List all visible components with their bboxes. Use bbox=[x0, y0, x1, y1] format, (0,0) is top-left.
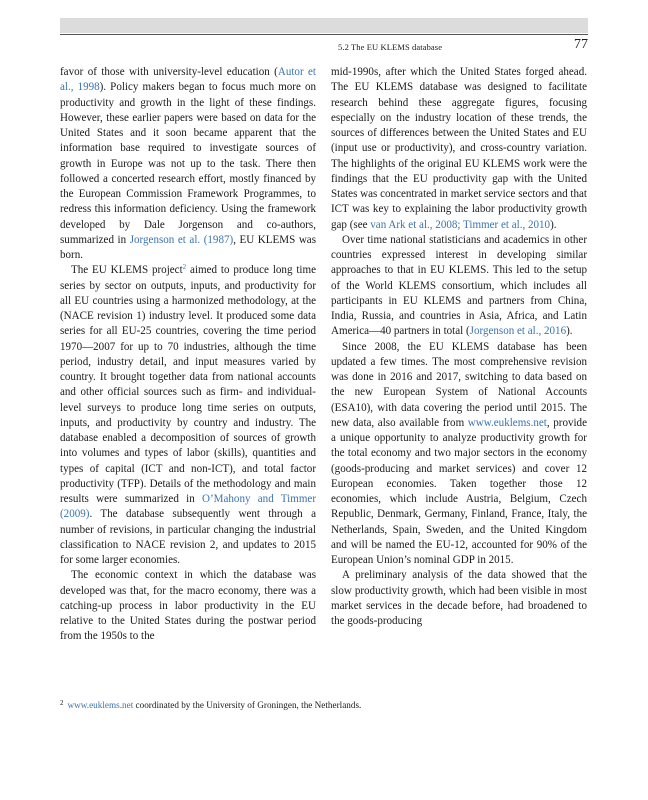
left-column bbox=[60, 65, 316, 645]
paragraph bbox=[331, 233, 587, 340]
footnote-number: 2 bbox=[60, 699, 64, 707]
text: The EU KLEMS project bbox=[71, 264, 183, 277]
section-title: 5.2 The EU KLEMS database bbox=[338, 42, 443, 52]
paragraph bbox=[331, 65, 587, 233]
footnote-text: coordinated by the University of Groningen, the Netherlands. bbox=[133, 700, 362, 710]
text: aimed to produce long time series by sector on outputs, inputs, and productivity for all EU countries using a harmonized methodology, at the (NACE revision 1) industry level. It produced some data series for all EU-25 countries, covering the time period 1970—2007 for up to 70 industries, although the time period, industry detail, and input measures varied by country. It brought together data from national accounts and other official sources such as firm- and individual-level surveys to produce long time series on outputs, inputs, and productivity by country and industry. The database enabled a decomposition of sources of growth into volumes and types of labor (skills), quantities and types of capital (ICT and non-ICT), and total factor productivity (TFP). Details of the methodology and main results were summarized in bbox=[60, 264, 316, 505]
text: mid-1990s, after which the United States forged ahead. The EU KLEMS database was designed to facilitate research behind these aggregate figures, focusing especially on the industry location of these trends, the sources of differences between the United States and EU (input use or productivity), and cross-country variation. The highlights of the original EU KLEMS work were the findings that the EU productivity gap with the United States was concentrated in market service sectors and that ICT was key to explaining the labor productivity growth gap (see bbox=[331, 66, 587, 231]
citation-link[interactable]: van Ark et al., 2008; Timmer et al., 2010 bbox=[370, 218, 551, 231]
url-link[interactable]: www.euklems.net bbox=[67, 700, 134, 710]
text: Over time national statisticians and academics in other countries expressed interest in developing similar approaches to that in EU KLEMS. This led to the setup of the World KLEMS consortium, which includes all participants in EU KLEMS and partners from China, India, Russia, and countries in Asia, Africa, and Latin America—40 partners in total ( bbox=[331, 233, 587, 338]
text: ). Policy makers began to focus much more on productivity and growth in the light of these findings. However, these earlier papers were based on data for the United States and it soon became apparent that the information base required to investigate sources of growth in Europe was not up to the task. There then followed a concerted research effort, mostly financed by the European Commission Framework Programmes, to redress this information deficiency. Using the framework developed by Dale Jorgenson and co-authors, summarized in bbox=[60, 81, 316, 246]
paragraph bbox=[60, 568, 316, 644]
running-header bbox=[60, 34, 588, 55]
footnote-marker[interactable]: 2 bbox=[182, 263, 187, 272]
text: , provide a unique opportunity to analyze productivity growth for the total economy and two major sectors in the economy (goods-producing and market services) and cover 12 European economies. Taken together those 12 economies, which include Austria, Belgium, Czech Republic, Denmark, Germany, Finland, France, Italy, the Netherlands, Spain, Sweden, and the United Kingdom and will be named the EU-12, accounted for 90% of the European Union’s nominal GDP in 2015. bbox=[331, 416, 587, 566]
page-number: 77 bbox=[574, 37, 588, 52]
text: The economic context in which the database was developed was that, for the macro economy, there was a catching-up process in labor productivity in the EU relative to the United States during the postwar period from the 1950s to the bbox=[60, 569, 316, 643]
text: A preliminary analysis of the data showed that the slow productivity growth, which had been visible in most market services in the decade before, had broadened to the goods-producing bbox=[331, 569, 587, 627]
footnote bbox=[60, 699, 588, 711]
citation-link[interactable]: Autor et al., 1998 bbox=[60, 66, 316, 94]
citation-link[interactable]: O’Mahony and Timmer (2009) bbox=[60, 493, 316, 521]
text: ). bbox=[566, 325, 573, 338]
text: ). bbox=[550, 218, 557, 231]
right-column bbox=[331, 65, 587, 629]
citation-link[interactable]: Jorgenson et al., 2016 bbox=[469, 325, 567, 338]
top-header-band bbox=[60, 18, 588, 33]
paragraph bbox=[331, 568, 587, 629]
paragraph bbox=[331, 340, 587, 569]
text: Since 2008, the EU KLEMS database has been updated a few times. The most comprehensive revision was done in 2016 and 2017, switching to data based on the new European System of National Accounts (ESA10), with data covering the period until 2015. The new data, also available from bbox=[331, 340, 587, 429]
text: . The database subsequently went through a number of revisions, in particular changing the industrial classification to NACE revision 2, and updates to 2015 for some larger economies. bbox=[60, 508, 316, 566]
paragraph bbox=[60, 65, 316, 263]
url-link[interactable]: www.euklems.net bbox=[467, 416, 547, 429]
citation-link[interactable]: Jorgenson et al. (1987) bbox=[129, 233, 234, 246]
text: , EU KLEMS was born. bbox=[60, 233, 316, 261]
paragraph bbox=[60, 263, 316, 568]
text: favor of those with university-level education ( bbox=[60, 66, 278, 78]
